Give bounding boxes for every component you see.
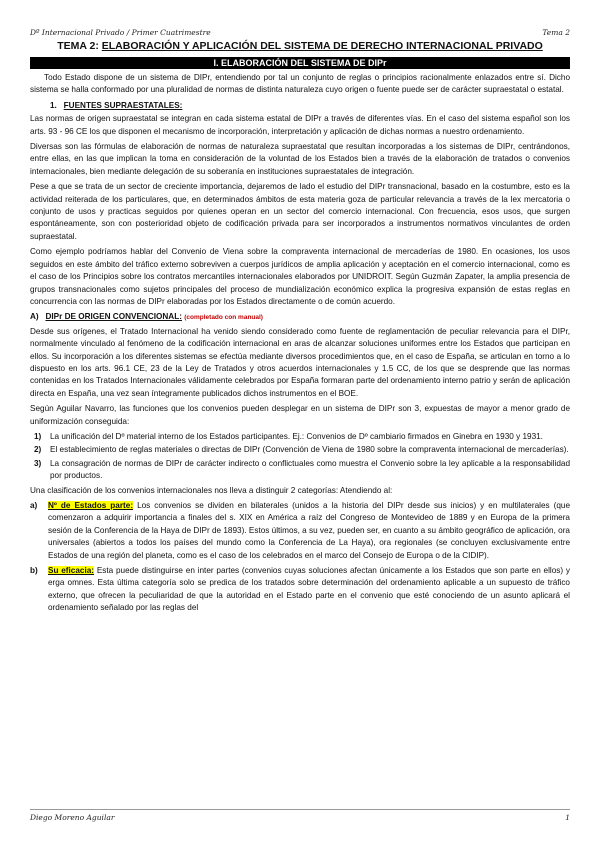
heading-label: FUENTES SUPRAESTATALES: bbox=[63, 100, 183, 110]
title-main: ELABORACIÓN Y APLICACIÓN DEL SISTEMA DE DERECHO INTERNACIONAL PRIVADO bbox=[101, 40, 543, 52]
header-topic: Tema 2 bbox=[542, 28, 570, 37]
subheading-letter: A) bbox=[30, 312, 39, 322]
functions-list bbox=[30, 431, 570, 483]
document-body bbox=[30, 72, 570, 618]
subheading-note: (completado con manual) bbox=[184, 314, 263, 322]
subheading-label: DIPr DE ORIGEN CONVENCIONAL: bbox=[45, 312, 182, 322]
category-letter: b) bbox=[30, 566, 38, 576]
page-title bbox=[0, 40, 600, 52]
title-prefix: TEMA 2: bbox=[57, 40, 102, 52]
paragraph-fuentes-2: Diversas son las fórmulas de elaboración de normas de naturaleza supraestatal que resultan incorporadas a los sistemas de DIPr, centrándonos, entre ellas, en las que implican la toma en consideración de la voluntad de los Estados bien a través de la elaboración de tratados o convenios internacionales, bien mediante delegación de su soberanía en instituciones supraestatales de integración. bbox=[30, 142, 570, 176]
paragraph-clasificacion: Una clasificación de los convenios internacionales nos lleva a distinguir 2 categorías: Atendiendo al: bbox=[30, 485, 393, 495]
category-letter: a) bbox=[30, 501, 38, 510]
category-label-highlighted: Su eficacia: bbox=[48, 566, 95, 576]
category-item bbox=[30, 500, 570, 562]
paragraph-pese: Pese a que se trata de un sector de creciente importancia, dejaremos de lado el estudio del DIPr transnacional, basado en la costumbre, esto es la actividad reiterada de los particulares, que, en determinados ámbitos de esta materia goza de particular relevancia a través de la lex mercatoria o conjunto de usos y practicas seguidos por quienes operan en un sector del comercio internacional. Con frecuencia, esos usos, que surgen espontáneamente, son con posterioridad objeto de codificación privada para ser incorporados a instrumentos normativos vinculantes de orden supraestatal. bbox=[30, 182, 570, 241]
category-text: Esta puede distinguirse en inter partes (convenios cuyas soluciones afectan únicamente a los Estados que son parte en ellos) y erga omnes. Esta última categoría solo se predica de los tratados sobre determinación del ordenamiento aplicable a un supuesto de tráfico externo, que ofrecen la peculiaridad de que la autoridad en el Estado parte en el convenio que esté conociendo de un asunto aplicará el ordenamiento señalado por las reglas del bbox=[48, 566, 570, 613]
category-item bbox=[30, 565, 570, 615]
page-number: 1 bbox=[565, 813, 570, 822]
footer-divider bbox=[30, 809, 570, 810]
paragraph-fuentes-1: Las normas de origen supraestatal se integran en cada sistema estatal de DIPr a través de diferentes vías. En el caso del sistema español son los arts. 93 - 96 CE los que disponen el mecanismo de incorporación, interpretación y aplicación de dichas normas a nuestro ordenamiento. bbox=[30, 114, 570, 136]
footer-author: Diego Moreno Aguilar bbox=[30, 813, 115, 822]
list-item: 3) La consagración de normas de DIPr de carácter indirecto o conflictuales como muestra el Convenio sobre la ley aplicable a la responsabilidad por productos. bbox=[34, 458, 570, 481]
section-bar: I. ELABORACIÓN DEL SISTEMA DE DIPr bbox=[30, 57, 570, 69]
heading-fuentes bbox=[50, 100, 570, 112]
paragraph-segun: Según Aguilar Navarro, las funciones que los convenios pueden desplegar en un sistema de DIPr son 3, expuestas de mayor a menor grado de uniformización conseguida: bbox=[30, 404, 570, 426]
list-item: 2) El establecimiento de reglas materiales o directas de DIPr (Convención de Viena de 1980 sobre la compraventa internacional de mercaderías). bbox=[34, 445, 569, 455]
subheading-convencional bbox=[30, 311, 570, 324]
paragraph-origenes: Desde sus orígenes, el Tratado Internacional ha venido siendo considerado como fuente de reglamentación de peculiar relevancia para el DIPr, normalmente vinculado al fenómeno de la codificación internacional en aras de alcanzar soluciones uniformes entre los Estados que participan en ellos. Su incorporación a los diferentes sistemas se efectúa mediante diversos procedimientos que, en el caso de España, se articulan en torno a lo dispuesto en los arts. 96.1 CE, 23 de la Ley de Tratados y otros acuerdos internacionales y 1.5 CC, de los que se desprende que las normas contenidas en los Tratados Internacionales válidamente celebrados por España formaran parte del ordenamiento interno patrio y serán de aplicación directa en España, una vez sean íntegramente publicados dichos instrumentos en el BOE. bbox=[30, 326, 570, 398]
list-item: 1) La unificación del Dº material interno de los Estados participantes. Ej.: Convenios de Dº cambiario firmados en Ginebra en 1930 y 1931. bbox=[34, 431, 543, 441]
category-label-highlighted: Nº de Estados parte: bbox=[48, 501, 134, 510]
header-course: Dº Internacional Privado / Primer Cuatrimestre bbox=[30, 28, 211, 37]
category-text: Los convenios se dividen en bilaterales (unidos a la historia del DIPr desde sus inicios) y en multilaterales (que comenzaron a adquirir importancia a finales del s. XIX en América a raíz del Congreso de Montevideo de 1889 y en Europa de la primera sesión de la Conferencia de la Haya de DIPr de 1893). Estos últimos, a su vez, pueden ser, en cuanto a su ámbito geográfico de aplicación, ora universales (abiertos a todos los países del mundo como la Conferencia de La Haya), ora regionales (se concluyen exclusivamente entre Estados de una región del planeta, como es el caso de los celebrados en el marco del Consejo de Europa o de la CIDIP). bbox=[48, 501, 570, 560]
paragraph-ejemplo: Como ejemplo podríamos hablar del Convenio de Viena sobre la compraventa internacional de mercaderías de 1980. En ocasiones, los usos seguidos en este ámbito del tráfico externo sobreviven a cuerpos jurídicos de amplia aplicación y aceptación en el comercio internacional, como es el caso de los Principios sobre los contratos mercantiles internacionales elaborados por UNIDROIT. Según Guzmán Zapater, la amplia presencia de grupos transnacionales como sujetos principales del proceso de mundialización económico explica la progresiva expansión de estas reglas en concurrencia con las normas de DIPr elaboradas por los Estados directamente o de común acuerdo. bbox=[30, 247, 570, 306]
intro-paragraph: Todo Estado dispone de un sistema de DIPr, entendiendo por tal un conjunto de reglas o principios racionalmente enlazados entre sí. Dicho sistema se halla conformado por una pluralidad de normas de distinta naturaleza cuyo origen o fuente puede ser de carácter supraestatal o estatal. bbox=[30, 73, 570, 95]
heading-number: 1. bbox=[50, 100, 57, 110]
